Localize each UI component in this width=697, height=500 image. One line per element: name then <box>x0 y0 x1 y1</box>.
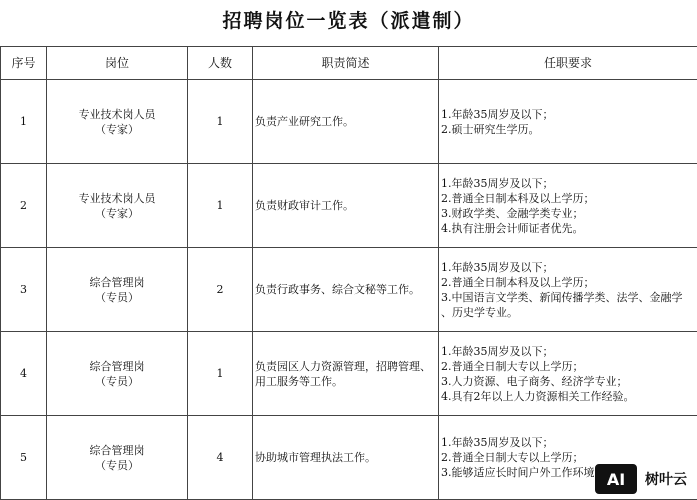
cell-count <box>188 80 253 164</box>
row-number: 3 <box>20 283 27 296</box>
cell-count <box>188 248 253 332</box>
requirement-line: 、历史学专业。 <box>441 305 518 319</box>
post-type: （专家） <box>95 206 139 220</box>
requirement-line: 1.年龄35周岁及以下； <box>441 260 554 274</box>
header-row <box>1 47 697 80</box>
requirement-line: 2.普通全日制大专以上学历； <box>441 359 584 373</box>
duty-text: 协助城市管理执法工作。 <box>255 451 376 464</box>
headcount: 4 <box>216 451 224 464</box>
cell-requirements <box>439 164 697 248</box>
headcount: 1 <box>216 115 224 128</box>
cell-duty <box>253 164 439 248</box>
row-number: 2 <box>20 199 27 212</box>
requirement-line: 1.年龄35周岁及以下； <box>441 344 554 358</box>
cell-count <box>188 416 253 500</box>
post-name: 综合管理岗 <box>89 359 145 373</box>
cell-post <box>47 248 188 332</box>
requirement-line: 2.硕士研究生学历。 <box>441 122 540 136</box>
requirement-line: 3.人力资源、电子商务、经济学专业； <box>441 374 628 388</box>
cell-post <box>47 332 188 416</box>
post-name: 专业技术岗人员 <box>78 191 156 205</box>
headcount: 2 <box>216 283 224 296</box>
watermark-text: 树叶云 <box>643 469 689 489</box>
header-no: 序号 <box>1 47 47 80</box>
watermark <box>595 464 689 494</box>
cell-count <box>188 332 253 416</box>
cell-requirements <box>439 80 697 164</box>
cell-post <box>47 80 188 164</box>
requirement-line: 3.能够适应长时间户外工作环境 <box>441 466 595 479</box>
cell-requirements <box>439 332 697 416</box>
requirement-line: 2.普通全日制大专以上学历； <box>441 451 584 464</box>
table-row <box>1 416 697 500</box>
header-duty: 职责简述 <box>253 47 439 80</box>
row-number: 1 <box>20 115 27 128</box>
cell-count <box>188 164 253 248</box>
cell-no <box>1 164 47 248</box>
duty-text: 负责财政审计工作。 <box>255 199 354 212</box>
post-type: （专员） <box>95 458 139 472</box>
page-title: 招聘岗位一览表（派遣制） <box>222 10 475 32</box>
cell-no <box>1 248 47 332</box>
requirement-line: 2.普通全日制本科及以上学历； <box>441 191 595 205</box>
cell-duty <box>253 416 439 500</box>
requirement-line: 1.年龄35周岁及以下； <box>441 107 554 121</box>
requirement-line: 4.执有注册会计师证者优先。 <box>441 221 584 235</box>
post-type: （专员） <box>95 290 139 304</box>
table-row <box>1 164 697 248</box>
cell-post <box>47 164 188 248</box>
cell-duty <box>253 332 439 416</box>
header-requirements: 任职要求 <box>439 47 697 80</box>
cell-requirements <box>439 248 697 332</box>
requirement-line: 3.财政学类、金融学类专业； <box>441 206 584 220</box>
cell-post <box>47 416 188 500</box>
post-name: 专业技术岗人员 <box>78 107 156 121</box>
requirement-line: 4.具有2年以上人力资源相关工作经验。 <box>441 389 635 403</box>
cell-duty <box>253 248 439 332</box>
header-post: 岗位 <box>47 47 188 80</box>
cell-no <box>1 332 47 416</box>
requirement-line: 1.年龄35周岁及以下； <box>441 436 554 449</box>
post-type: （专员） <box>95 374 139 388</box>
job-table <box>0 46 697 500</box>
duty-text: 负责行政事务、综合文秘等工作。 <box>255 283 420 296</box>
requirement-line: 1.年龄35周岁及以下； <box>441 176 554 190</box>
cell-no <box>1 416 47 500</box>
cell-duty <box>253 80 439 164</box>
header-count: 人数 <box>188 47 253 80</box>
post-type: （专家） <box>95 122 139 136</box>
requirement-line: 2.普通全日制本科及以上学历； <box>441 275 595 289</box>
row-number: 5 <box>20 451 27 464</box>
duty-text: 负责产业研究工作。 <box>255 115 354 128</box>
post-name: 综合管理岗 <box>89 275 145 289</box>
table-row <box>1 80 697 164</box>
watermark-logo: AI <box>595 464 637 494</box>
row-number: 4 <box>20 367 27 380</box>
requirement-line: 3.中国语言文学类、新闻传播学类、法学、金融学 <box>441 290 683 304</box>
table-row <box>1 248 697 332</box>
headcount: 1 <box>216 367 224 380</box>
duty-text: 负责园区人力资源管理，招聘管理、用工服务等工作。 <box>255 359 431 388</box>
table-row <box>1 332 697 416</box>
cell-no <box>1 80 47 164</box>
headcount: 1 <box>216 199 224 212</box>
post-name: 综合管理岗 <box>89 443 145 457</box>
